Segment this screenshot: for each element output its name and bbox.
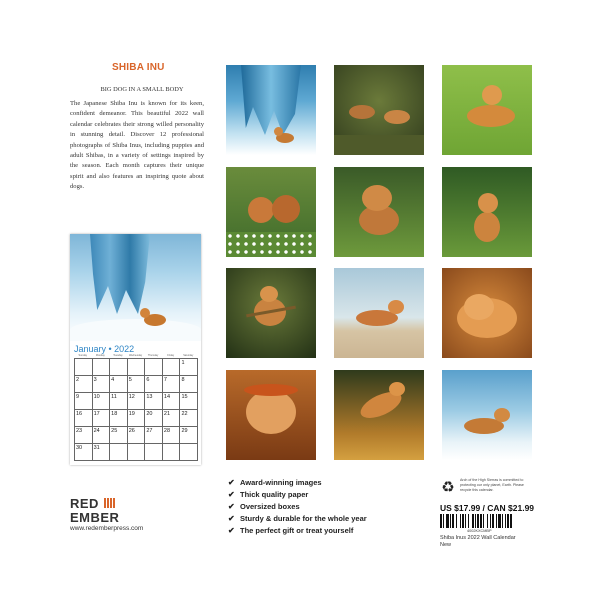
calendar-day-cell: 25 xyxy=(110,427,128,444)
check-icon: ✔ xyxy=(228,526,235,535)
calendar-day-cell xyxy=(163,359,181,376)
calendar-week-row xyxy=(75,393,198,410)
calendar-day-cell: 11 xyxy=(110,393,128,410)
calendar-day-cell: 29 xyxy=(180,427,198,444)
barcode xyxy=(440,514,535,528)
month-photo-dog-on-beach xyxy=(334,268,424,358)
feature-text: Thick quality paper xyxy=(240,490,309,499)
month-photo-dog-lying-close-up xyxy=(442,268,532,358)
ice-cave-photo xyxy=(70,234,201,341)
calendar-week-row xyxy=(75,376,198,393)
calendar-day-cell: 16 xyxy=(75,410,93,427)
feature-item xyxy=(228,502,367,511)
month-photo-dog-autumn-leaves xyxy=(226,370,316,460)
day-header: Monday xyxy=(95,354,105,357)
check-icon: ✔ xyxy=(228,490,235,499)
day-header: Saturday xyxy=(183,354,194,357)
calendar-day-cell: 27 xyxy=(145,427,163,444)
recycle-note: Arch of the High Sierras is committed to protecting our only planet, Earth. Please recycle this calendar. xyxy=(460,478,524,492)
calendar-day-cell: 14 xyxy=(163,393,181,410)
feature-item xyxy=(228,478,367,487)
calendar-month-label: January • 2022 xyxy=(74,344,135,354)
calendar-title: SHIBA INU xyxy=(112,62,165,73)
month-photo-dog-in-snow xyxy=(442,370,532,460)
month-photo-dog-lying-grass xyxy=(442,65,532,155)
calendar-day-cell: 13 xyxy=(145,393,163,410)
calendar-day-cell: 31 xyxy=(93,444,111,461)
calendar-day-cell xyxy=(145,359,163,376)
calendar-day-cell: 17 xyxy=(93,410,111,427)
month-photo-dog-standing-grass xyxy=(442,167,532,257)
month-photo-puppies-flowers xyxy=(226,167,316,257)
barcode-bar xyxy=(512,514,513,528)
calendar-day-cell: 19 xyxy=(128,410,146,427)
calendar-week-row xyxy=(75,410,198,427)
month-photo-ice-cave xyxy=(226,65,316,155)
product-name: Shiba Inus 2022 Wall Calendar xyxy=(440,535,516,541)
calendar-day-cell: 15 xyxy=(180,393,198,410)
barcode-number: 4002KXCMBP xyxy=(467,529,492,533)
calendar-week-row xyxy=(75,359,198,376)
brand-name-line1: RED xyxy=(70,496,99,511)
feature-text: The perfect gift or treat yourself xyxy=(240,526,354,535)
feature-item xyxy=(228,514,367,523)
calendar-day-headers xyxy=(74,354,197,357)
calendar-day-cell: 5 xyxy=(128,376,146,393)
recycle-icon: ♻ xyxy=(441,478,455,496)
product-condition: New xyxy=(440,542,452,548)
price-label: US $17.99 / CAN $21.99 xyxy=(440,503,535,513)
calendar-day-cell xyxy=(128,359,146,376)
calendar-day-cell: 8 xyxy=(180,376,198,393)
brand-website: www.redemberpress.com xyxy=(70,525,144,532)
calendar-day-cell: 1 xyxy=(180,359,198,376)
calendar-day-cell xyxy=(110,359,128,376)
calendar-grid xyxy=(74,358,198,461)
calendar-day-cell: 4 xyxy=(110,376,128,393)
day-header: Tuesday xyxy=(113,354,123,357)
month-photo-two-dogs-playing xyxy=(334,65,424,155)
calendar-day-cell xyxy=(145,444,163,461)
calendar-day-cell: 21 xyxy=(163,410,181,427)
feature-item xyxy=(228,526,367,535)
brand-name-line2: EMBER xyxy=(70,510,120,525)
calendar-day-cell: 23 xyxy=(75,427,93,444)
feature-text: Oversized boxes xyxy=(240,502,300,511)
calendar-day-cell: 28 xyxy=(163,427,181,444)
calendar-description: The Japanese Shiba Inu is known for its keen, confident demeanor. This beautiful 2022 wall calendar celebrates their strong willed personality in stunning detail. Discover 12 professional photographs of Shiba Inus, including puppies and adult Shibas, in a variety of settings inspired by the season. Each month captures their unique spirit and also features an inspiring quote about dogs. xyxy=(70,100,204,191)
feature-text: Sturdy & durable for the whole year xyxy=(240,514,367,523)
calendar-day-cell: 9 xyxy=(75,393,93,410)
calendar-day-cell: 6 xyxy=(145,376,163,393)
calendar-day-cell: 7 xyxy=(163,376,181,393)
feature-text: Award-winning images xyxy=(240,478,322,487)
calendar-week-row xyxy=(75,427,198,444)
month-photo-dog-jumping-leaves xyxy=(334,370,424,460)
calendar-week-row xyxy=(75,444,198,461)
day-header: Thursday xyxy=(147,354,159,357)
feature-list xyxy=(228,478,367,538)
calendar-day-cell: 26 xyxy=(128,427,146,444)
calendar-day-cell xyxy=(163,444,181,461)
day-header: Friday xyxy=(167,354,175,357)
calendar-day-cell xyxy=(110,444,128,461)
check-icon: ✔ xyxy=(228,502,235,511)
calendar-day-cell: 3 xyxy=(93,376,111,393)
calendar-day-cell xyxy=(93,359,111,376)
calendar-day-cell: 18 xyxy=(110,410,128,427)
brand-logo-mark xyxy=(104,498,115,508)
calendar-day-cell: 22 xyxy=(180,410,198,427)
calendar-day-cell: 30 xyxy=(75,444,93,461)
feature-item xyxy=(228,490,367,499)
month-photo-dog-with-stick xyxy=(226,268,316,358)
calendar-day-cell xyxy=(128,444,146,461)
calendar-day-cell: 12 xyxy=(128,393,146,410)
check-icon: ✔ xyxy=(228,514,235,523)
january-calendar-preview xyxy=(70,234,201,465)
day-header: Wednesday xyxy=(128,354,143,357)
calendar-day-cell xyxy=(75,359,93,376)
calendar-subtitle: BIG DOG IN A SMALL BODY xyxy=(100,86,184,93)
calendar-day-cell: 10 xyxy=(93,393,111,410)
check-icon: ✔ xyxy=(228,478,235,487)
calendar-day-cell: 20 xyxy=(145,410,163,427)
calendar-day-cell: 24 xyxy=(93,427,111,444)
day-header: Sunday xyxy=(78,354,88,357)
month-photo-puppy-running xyxy=(334,167,424,257)
calendar-day-cell xyxy=(180,444,198,461)
calendar-day-cell: 2 xyxy=(75,376,93,393)
